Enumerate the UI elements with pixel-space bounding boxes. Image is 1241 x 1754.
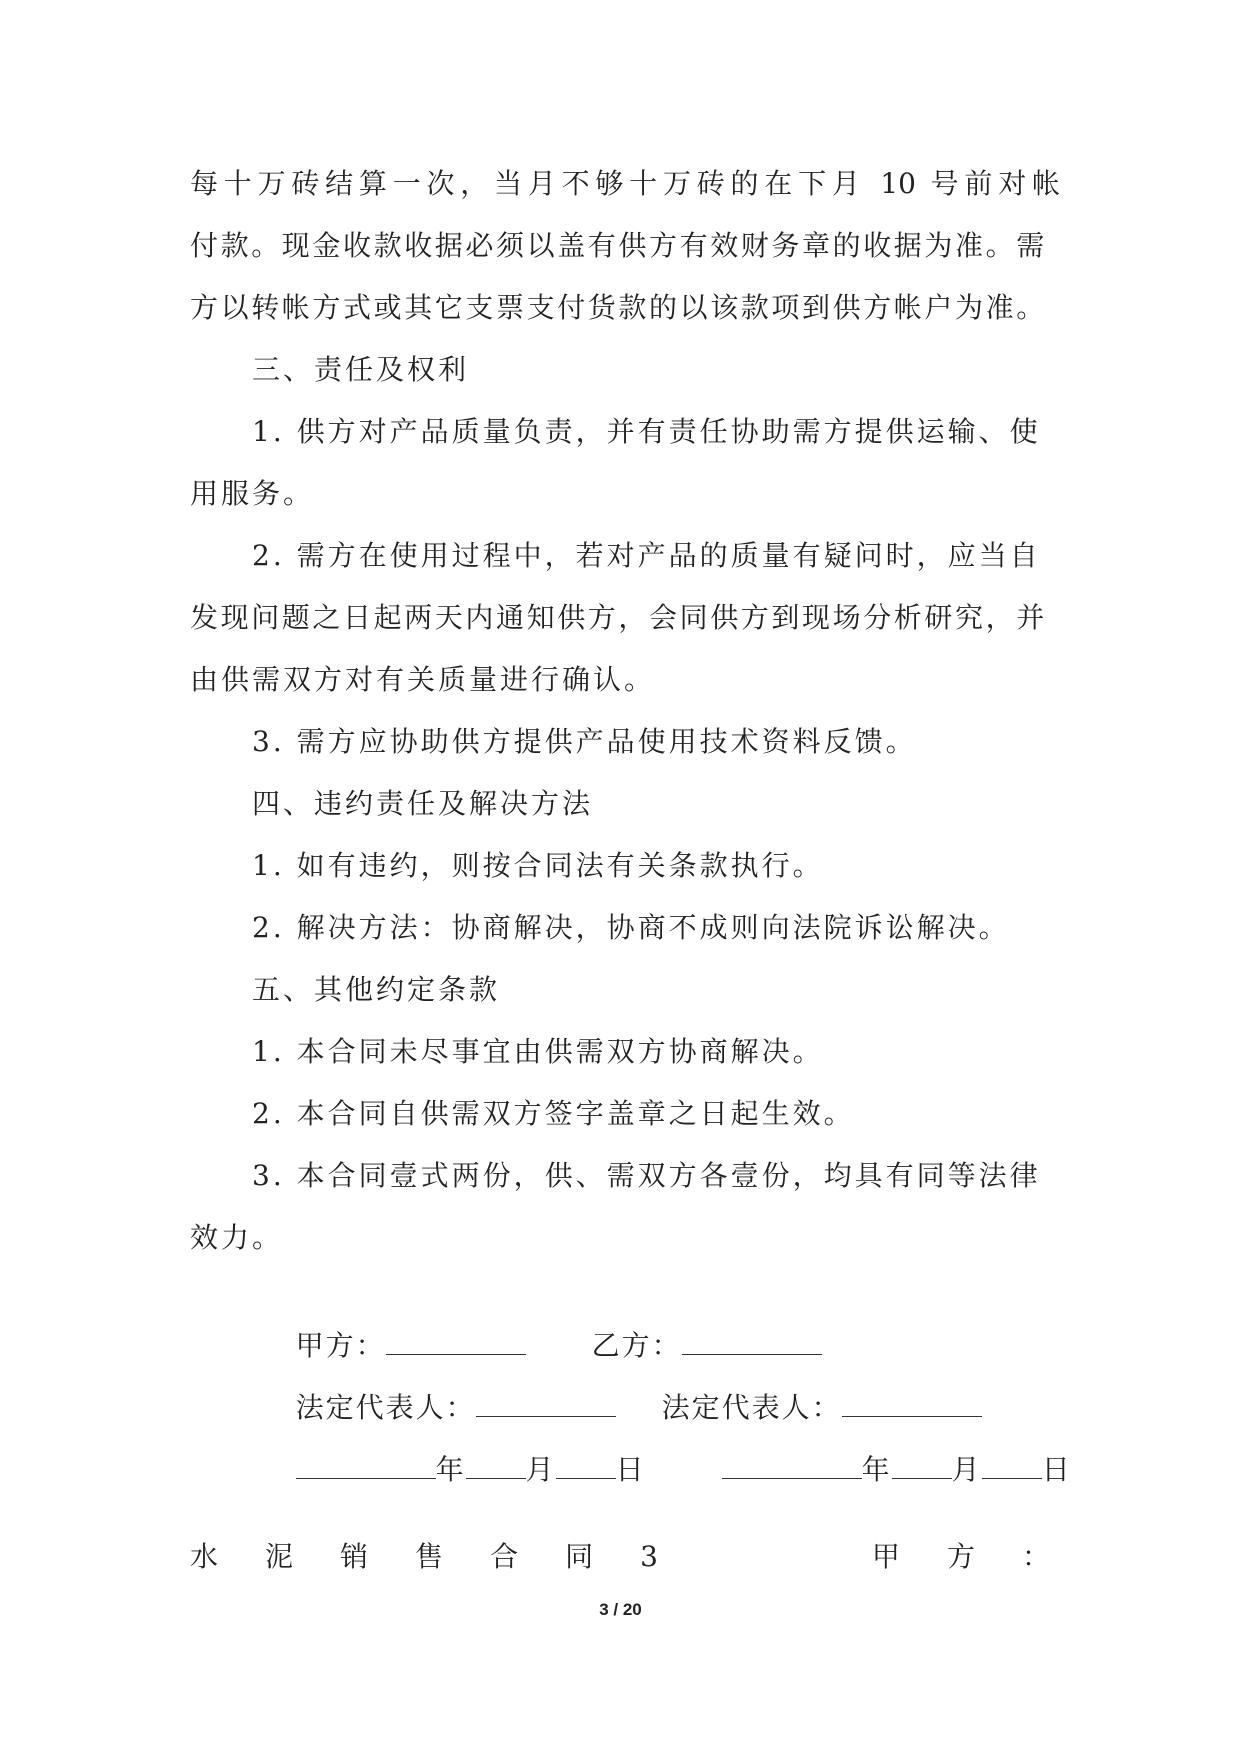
paragraph-line: 每十万砖结算一次，当月不够十万砖的在下月 10 号前对帐 (190, 167, 1060, 200)
paragraph-line: 由供需双方对有关质量进行确认。 (190, 663, 656, 696)
section-heading: 三、责任及权利 (252, 353, 470, 386)
paragraph-line: 方以转帐方式或其它支票支付货款的以该款项到供方帐户为准。 (190, 291, 1047, 324)
paragraph-line: 2. 本合同自供需双方签字盖章之日起生效。 (252, 1097, 855, 1130)
rep-b-label: 法定代表人： (661, 1391, 842, 1424)
title-char: 水 (190, 1540, 219, 1573)
title-char: 3 (640, 1540, 658, 1573)
page-number: 3 / 20 (599, 1600, 642, 1619)
rep-a-label: 法定代表人： (295, 1391, 476, 1424)
next-contract-title-line (190, 1537, 1050, 1577)
title-char: 同 (565, 1540, 594, 1573)
title-char: 泥 (265, 1540, 294, 1573)
year-b-label: 年 (861, 1453, 892, 1486)
day-b-blank (982, 1448, 1042, 1479)
month-b-label: 月 (951, 1453, 982, 1486)
section-heading: 五、其他约定条款 (252, 973, 501, 1006)
party-b-label: 乙方： (591, 1329, 682, 1362)
paragraph-line: 2. 解决方法：协商解决，协商不成则向法院诉讼解决。 (252, 911, 1010, 944)
paragraph-line: 发现问题之日起两天内通知供方，会同供方到现场分析研究，并 (190, 601, 1047, 634)
title-char: 销 (340, 1540, 369, 1573)
month-a-blank (466, 1448, 526, 1479)
title-gap (705, 1537, 825, 1577)
paragraph-line: 3. 本合同壹式两份，供、需双方各壹份，均具有同等法律 (252, 1159, 1041, 1192)
year-a-blank (296, 1448, 436, 1479)
day-a-blank (556, 1448, 616, 1479)
party-a-label: 甲方： (295, 1329, 386, 1362)
signature-date-row (252, 1408, 1072, 1530)
day-a-label: 日 (615, 1453, 646, 1486)
paragraph-line: 付款。现金收款收据必须以盖有供方有效财务章的收据为准。需 (190, 229, 1047, 262)
title-char: 合 (490, 1540, 519, 1573)
year-b-blank (722, 1448, 862, 1479)
title-char: ： (1021, 1540, 1050, 1573)
paragraph-line: 3. 需方应协助供方提供产品使用技术资料反馈。 (252, 725, 917, 758)
title-char: 售 (415, 1540, 444, 1573)
month-a-label: 月 (525, 1453, 556, 1486)
day-b-label: 日 (1041, 1453, 1072, 1486)
paragraph-line: 1. 供方对产品质量负责，并有责任协助需方提供运输、使 (252, 415, 1041, 448)
year-a-label: 年 (435, 1453, 466, 1486)
title-char: 方 (946, 1540, 975, 1573)
paragraph-line: 2. 需方在使用过程中，若对产品的质量有疑问时，应当自 (252, 539, 1041, 572)
paragraph-line: 用服务。 (190, 477, 315, 510)
title-char: 甲 (871, 1540, 900, 1573)
paragraph-line: 1. 本合同未尽事宜由供需双方协商解决。 (252, 1035, 824, 1068)
paragraph-line: 1. 如有违约，则按合同法有关条款执行。 (252, 849, 824, 882)
month-b-blank (892, 1448, 952, 1479)
paragraph-line: 效力。 (190, 1221, 284, 1254)
section-heading: 四、违约责任及解决方法 (252, 787, 594, 820)
